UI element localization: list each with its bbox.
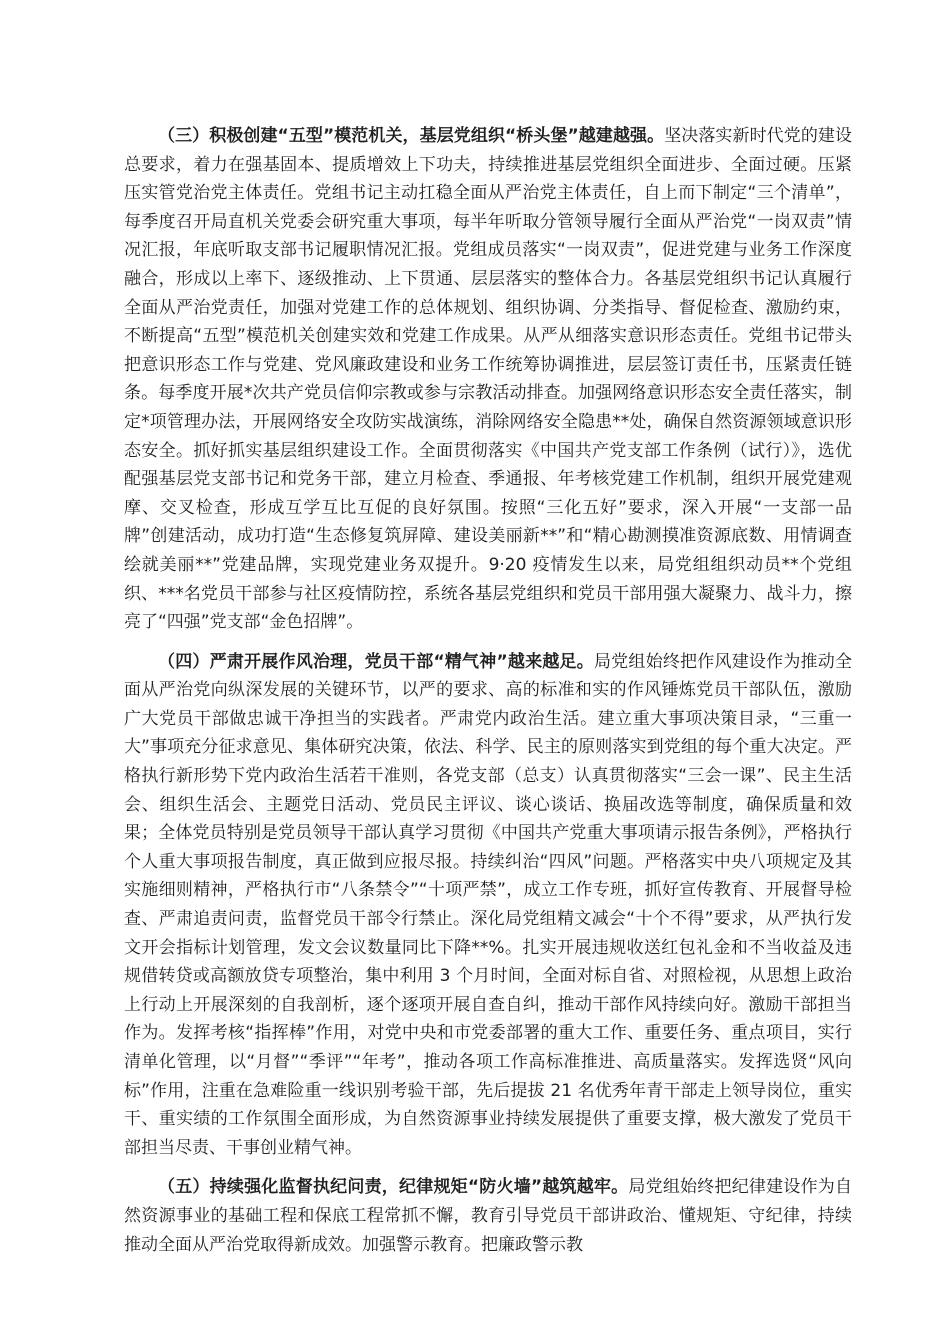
- paragraph-section-3: [124, 122, 852, 637]
- paragraph-section-4: [124, 648, 852, 1163]
- section-3-heading: （三）积极创建“五型”模范机关，基层党组织“桥头堡”越建越强。: [158, 126, 665, 146]
- section-4-heading: （四）严肃开展作风治理，党员干部“精气神”越来越足。: [158, 651, 594, 672]
- paragraph-section-5: [124, 1173, 852, 1259]
- section-5-body: 局党组始终把纪律建设作为自然资源事业的基础工程和保底工程常抓不懈，教育引导党员干部讲政治、懂规矩、守纪律，持续推动全面从严治党取得新成效。加强警示教育。把廉政警示教: [124, 1177, 852, 1255]
- section-5-heading: （五）持续强化监督执纪问责，纪律规矩“防火墙”越筑越牢。: [158, 1177, 629, 1198]
- document-body: [124, 122, 852, 1259]
- section-4-body: 局党组始终把作风建设作为推动全面从严治党向纵深发展的关键环节，以严的要求、高的标准和实的作风锤炼党员干部队伍，激励广大党员干部做忠诚干净担当的实践者。严肃党内政治生活。建立重大事项决策目录，“三重一大”事项充分征求意见、集体研究决策，依法、科学、民主的原则落实到党组的每个重大决定。严格执行新形势下党内政治生活若干准则，各党支部（总支）认真贯彻落实“三会一课”、民主生活会、组织生活会、主题党日活动、党员民主评议、谈心谈话、换届改选等制度，确保质量和效果；全体党员特别是党员领导干部认真学习贯彻《中国共产党重大事项请示报告条例》，严格执行个人重大事项报告制度，真正做到应报尽报。持续纠治“四风”问题。严格落实中央八项规定及其实施细则精神，严格执行市“八条禁令”“十项严禁”，成立工作专班，抓好宣传教育、开展督导检查、严肃追责问责，监督党员干部令行禁止。深化局党组精文减会“十个不得”要求，从严执行发文开会指标计划管理，发文会议数量同比下降**%。扎实开展违规收送红包礼金和不当收益及违规借转贷或高额放贷专项整治，集中利用 3 个月时间，全面对标自省、对照检视，从思想上政治上行动上开展深刻的自我剖析，逐个逐项开展自查自纠，推动干部作风持续向好。激励干部担当作为。发挥考核“指挥棒”作用，对党中央和市党委部署的重大工作、重要任务、重点项目，实行清单化管理，以“月督”“季评”“年考”，推动各项工作高标准推进、高质量落实。发挥选贤“风向标”作用，注重在急难险重一线识别考验干部，先后提拔 21 名优秀年青干部走上领导岗位，重实干、重实绩的工作氛围全面形成，为自然资源事业持续发展提供了重要支撑，极大激发了党员干部担当尽责、干事创业精气神。: [124, 651, 852, 1158]
- section-3-body: 坚决落实新时代党的建设总要求，着力在强基固本、提质增效上下功夫，持续推进基层党组织全面进步、全面过硬。压紧压实管党治党主体责任。党组书记主动扛稳全面从严治党主体责任，自上而下制定“三个清单”，每季度召开局直机关党委会研究重大事项，每半年听取分管领导履行全面从严治党“一岗双责”情况汇报，年底听取支部书记履职情况汇报。党组成员落实“一岗双责”，促进党建与业务工作深度融合，形成以上率下、逐级推动、上下贯通、层层落实的整体合力。各基层党组织书记认真履行全面从严治党责任，加强对党建工作的总体规划、组织协调、分类指导、督促检查、激励约束，不断提高“五型”模范机关创建实效和党建工作成果。从严从细落实意识形态责任。党组书记带头把意识形态工作与党建、党风廉政建设和业务工作统筹协调推进，层层签订责任书，压紧责任链条。每季度开展*次共产党员信仰宗教或参与宗教活动排查。加强网络意识形态安全责任落实，制定*项管理办法，开展网络安全攻防实战演练，消除网络安全隐患**处，确保自然资源领域意识形态安全。抓好抓实基层组织建设工作。全面贯彻落实《中国共产党支部工作条例（试行）》，选优配强基层党支部书记和党务干部，建立月检查、季通报、年考核党建工作机制，组织开展党建观摩、交叉检查，形成互学互比互促的良好氛围。按照“三化五好”要求，深入开展“一支部一品牌”创建活动，成功打造“生态修复筑屏障、建设美丽新**”和“精心勘测摸准资源底数、用情调查绘就美丽**”党建品牌，实现党建业务双提升。9·20 疫情发生以来，局党组组织动员**个党组织、***名党员干部参与社区疫情防控，系统各基层党组织和党员干部用强大凝聚力、战斗力，擦亮了“四强”党支部“金色招牌”。: [124, 126, 852, 633]
